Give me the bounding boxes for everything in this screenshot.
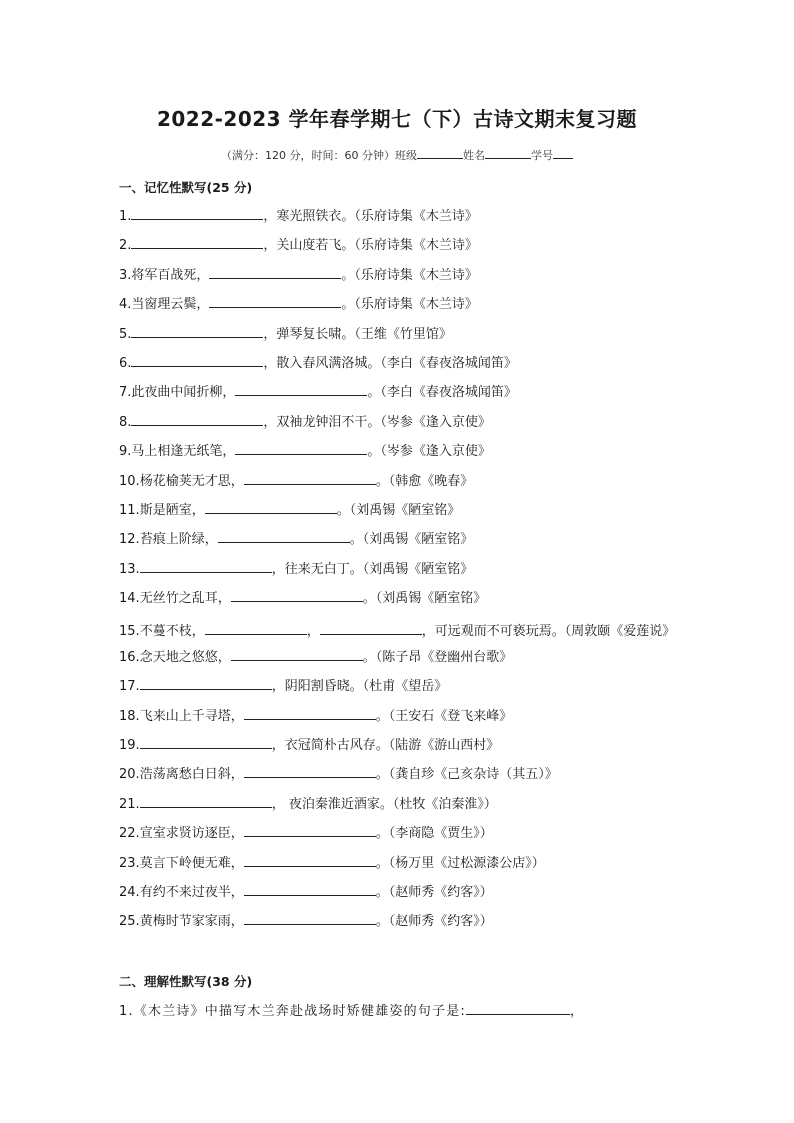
question-suffix: 。（赵师秀《约客》） — [375, 885, 493, 900]
question-prefix: 黄梅时节家家雨， — [139, 914, 244, 930]
question-item — [119, 647, 689, 676]
answer-blank[interactable] — [244, 911, 376, 925]
question-suffix: 。（杨万里《过松源漆公店》） — [375, 855, 545, 871]
question-item — [119, 823, 689, 852]
question-suffix: ，寒光照铁衣。（乐府诗集《木兰诗》 — [263, 209, 478, 224]
memory-question-list — [119, 206, 689, 941]
question-item — [119, 353, 689, 382]
answer-blank[interactable] — [244, 823, 376, 837]
question-suffix: 。（李商隐《贾生》） — [375, 826, 493, 842]
question-number: 5. — [119, 326, 132, 342]
question-item — [119, 559, 689, 588]
question-suffix: 。（刘禹锡《陋室铭》 — [362, 591, 487, 607]
question-prefix: 杨花榆荚无才思， — [139, 473, 244, 489]
name-field[interactable] — [485, 145, 531, 159]
question-item — [119, 529, 689, 558]
question-number: 13. — [119, 561, 140, 577]
answer-blank[interactable] — [131, 235, 263, 249]
question-number: 25. — [119, 914, 140, 930]
score-time-info: （满分：120 分，时间：60 分钟） — [221, 149, 395, 162]
question-item — [119, 794, 689, 823]
question-number: 2. — [119, 238, 132, 254]
question-suffix: ，关山度若飞。（乐府诗集《木兰诗》 — [263, 238, 478, 254]
answer-blank[interactable] — [244, 764, 376, 778]
question-prefix: 斯是陋室， — [139, 502, 205, 518]
question-prefix: 不蔓不枝， — [139, 624, 205, 640]
question-suffix: 。（陈子昂《登幽州台歌》 — [362, 649, 513, 665]
question-suffix: ，散入春风满洛城。（李白《春夜洛城闻笛》 — [263, 355, 517, 371]
question-item — [119, 911, 689, 940]
answer-blank[interactable] — [209, 294, 341, 308]
question-prefix: 此夜曲中闻折柳， — [131, 385, 236, 401]
question-item — [119, 588, 689, 617]
section-understanding-title: 二、理解性默写(38 分) — [119, 974, 253, 989]
question-prefix: 有约不来过夜半， — [139, 885, 244, 900]
answer-blank[interactable] — [231, 647, 363, 661]
question-suffix: ， 夜泊秦淮近酒家。（杜牧《泊秦淮》） — [271, 796, 497, 812]
question-prefix: 无丝竹之乱耳， — [139, 591, 231, 607]
question-item — [119, 471, 689, 500]
question-item — [119, 706, 689, 735]
question-item — [119, 764, 689, 793]
question-suffix: 。（刘禹锡《陋室铭》 — [336, 502, 461, 518]
question-item — [119, 324, 689, 353]
question-item — [119, 412, 689, 441]
question-prefix: 浩荡离愁白日斜， — [139, 767, 244, 783]
question-number: 3. — [119, 267, 132, 283]
question-suffix: ，阴阳割昏晓。（杜甫《望岳》 — [271, 679, 448, 695]
section-memory-title: 一、记忆性默写(25 分) — [119, 180, 253, 195]
question-item — [119, 294, 689, 323]
question-number: 9. — [119, 444, 132, 460]
answer-blank[interactable] — [131, 324, 263, 338]
answer-blank[interactable] — [320, 621, 422, 635]
answer-blank[interactable] — [244, 471, 376, 485]
question-prefix: 念天地之悠悠， — [139, 649, 231, 665]
question-text: 1.《木兰诗》中描写木兰奔赴战场时矫健雄姿的句子是: — [119, 1004, 466, 1019]
question-number: 21. — [119, 796, 140, 812]
answer-blank[interactable] — [231, 588, 363, 602]
page-title: 2022-2023 学年春学期七（下）古诗文期末复习题 — [156, 107, 638, 131]
question-suffix: 。（乐府诗集《木兰诗》 — [341, 267, 478, 283]
question-prefix: 苔痕上阶绿， — [139, 532, 218, 548]
question-number: 22. — [119, 826, 140, 842]
question-item — [119, 382, 689, 411]
question-number: 1. — [119, 209, 132, 224]
question-item — [119, 441, 689, 470]
answer-blank[interactable] — [131, 353, 263, 367]
question-number: 14. — [119, 591, 140, 607]
question-item — [119, 206, 689, 235]
question-prefix: 宣室求贤访逐臣， — [139, 826, 244, 842]
question-suffix: ，双袖龙钟泪不干。（岑参《逢入京使》 — [263, 414, 491, 430]
question-number: 17. — [119, 679, 140, 695]
question-number: 23. — [119, 855, 140, 871]
answer-blank[interactable] — [209, 265, 341, 279]
class-field[interactable] — [417, 145, 463, 159]
answer-blank[interactable] — [205, 621, 307, 635]
question-suffix: 。（赵师秀《约客》） — [375, 914, 493, 930]
question-item — [119, 882, 689, 911]
answer-blank[interactable] — [466, 1001, 570, 1015]
question-item — [119, 853, 689, 882]
question-number: 24. — [119, 885, 140, 900]
question-prefix: 马上相逢无纸笔， — [131, 444, 236, 460]
question-suffix: ，往来无白丁。（刘禹锡《陋室铭》 — [271, 561, 474, 577]
question-suffix: 。（龚自珍《己亥杂诗（其五）》 — [375, 767, 558, 783]
question-number: 7. — [119, 385, 132, 401]
understanding-question-1 — [119, 1000, 584, 1019]
question-number: 11. — [119, 502, 140, 518]
question-suffix: 。（王安石《登飞来峰》 — [375, 708, 513, 724]
question-number: 20. — [119, 767, 140, 783]
question-number: 4. — [119, 297, 132, 313]
question-number: 12. — [119, 532, 140, 548]
question-prefix: 将军百战死， — [131, 267, 210, 283]
question-number: 18. — [119, 708, 140, 724]
question-number: 15. — [119, 624, 140, 640]
question-item — [119, 235, 689, 264]
question-prefix: 飞来山上千寻塔， — [139, 708, 244, 724]
question-number: 10. — [119, 473, 140, 489]
answer-blank[interactable] — [235, 441, 367, 455]
answer-blank[interactable] — [205, 500, 337, 514]
question-item — [119, 676, 689, 705]
answer-blank[interactable] — [218, 529, 350, 543]
question-tail: ， — [569, 1004, 585, 1019]
question-suffix: 。（刘禹锡《陋室铭》 — [349, 532, 474, 548]
question-suffix: 。（岑参《逢入京使》 — [367, 444, 491, 460]
question-suffix: ，衣冠简朴古风存。（陆游《游山西村》 — [271, 738, 500, 754]
question-number: 8. — [119, 414, 132, 430]
answer-blank[interactable] — [140, 559, 272, 573]
question-item — [119, 617, 689, 646]
question-item — [119, 265, 689, 294]
question-item — [119, 735, 689, 764]
answer-blank[interactable] — [244, 882, 376, 896]
answer-blank[interactable] — [140, 735, 272, 749]
question-suffix: 。（韩愈《晚春》 — [375, 473, 474, 489]
question-prefix: 莫言下岭便无难， — [139, 855, 244, 871]
answer-blank[interactable] — [244, 853, 376, 867]
question-suffix: ，可远观而不可亵玩焉。（周敦颐《爱莲说》 — [421, 624, 676, 640]
question-mid: ， — [306, 624, 320, 640]
answer-blank[interactable] — [235, 382, 367, 396]
question-number: 16. — [119, 649, 140, 665]
question-suffix: 。（李白《春夜洛城闻笛》 — [367, 385, 517, 401]
answer-blank[interactable] — [244, 706, 376, 720]
id-field[interactable] — [553, 145, 573, 159]
question-item — [119, 500, 689, 529]
answer-blank[interactable] — [131, 412, 263, 426]
question-suffix: ，弹琴复长啸。（王维《竹里馆》 — [263, 326, 452, 342]
question-prefix: 当窗理云鬓， — [131, 297, 210, 313]
id-label: 学号 — [531, 149, 553, 162]
answer-blank[interactable] — [140, 676, 272, 690]
answer-blank[interactable] — [131, 206, 263, 220]
exam-info-line — [0, 145, 794, 163]
question-suffix: 。（乐府诗集《木兰诗》 — [341, 297, 478, 313]
question-number: 6. — [119, 355, 132, 371]
name-label: 姓名 — [463, 149, 485, 162]
class-label: 班级 — [395, 149, 417, 162]
answer-blank[interactable] — [140, 794, 272, 808]
question-number: 19. — [119, 738, 140, 754]
